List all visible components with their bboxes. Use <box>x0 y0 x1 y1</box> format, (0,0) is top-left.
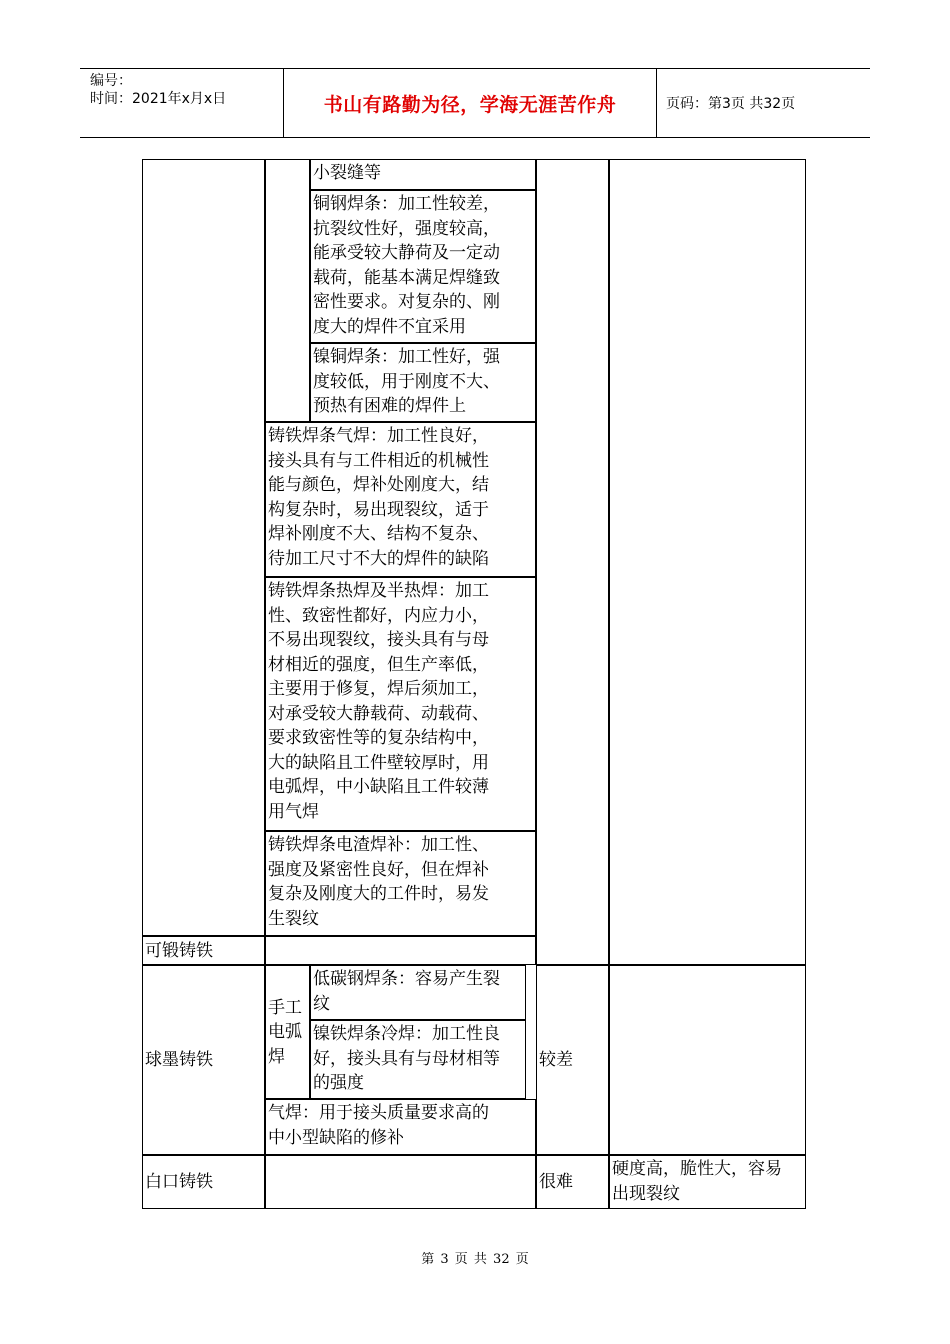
cell-text-line: 强度及紧密性良好，但在焊补 <box>268 859 489 880</box>
manual-arc-weld-cell <box>265 965 310 1099</box>
cell-text-line: 度较低，用于刚度不大、 <box>313 371 500 392</box>
cell-text-line: 待加工尺寸不大的焊件的缺陷 <box>268 548 489 569</box>
cell-text-line: 硬度高，脆性大，容易 <box>612 1159 782 1179</box>
cell-text-line: 密性要求。对复杂的、刚 <box>313 292 500 312</box>
cell-text-line: 铜钢焊条：加工性较差， <box>313 194 500 214</box>
number-label: 编号： <box>90 73 132 89</box>
nickel-iron-electrode-cell <box>310 1020 526 1099</box>
material-cell-continued <box>142 159 265 936</box>
page-info: 页码：第3页 共32页 <box>666 96 796 112</box>
low-carbon-electrode-cell <box>310 965 526 1020</box>
cell-text-line: 要求致密性等的复杂结构中， <box>268 728 489 748</box>
white-iron-cell <box>142 1155 265 1209</box>
white-iron-label: 白口铸铁 <box>145 1172 213 1193</box>
cell-text-line: 出现裂纹 <box>612 1183 680 1204</box>
remark-cell-continued <box>609 159 806 965</box>
cell-text-line: 铸铁焊条热焊及半热焊：加工 <box>268 581 489 601</box>
cell-text-line: 电弧 <box>268 1022 302 1043</box>
ductile-remark-cell <box>609 965 806 1155</box>
cell-text-line: 生裂纹 <box>268 908 319 929</box>
document-header <box>80 68 870 138</box>
copper-steel-electrode-cell <box>310 190 536 343</box>
nickel-copper-electrode-cell <box>310 343 536 422</box>
date-line: 时间：2021年x月x日 <box>90 91 227 107</box>
cell-text-line: 的强度 <box>313 1073 364 1093</box>
motto: 书山有路勤为径，学海无涯苦作舟 <box>323 93 617 116</box>
rating-cell-continued <box>536 159 609 965</box>
cell-text-line: 好，接头具有与母材相等 <box>313 1048 500 1069</box>
malleable-method-cell <box>265 936 536 965</box>
header-page-cell <box>656 69 870 137</box>
cell-text-line: 不易出现裂纹，接头具有与母 <box>268 630 489 650</box>
cell-text-line: 用气焊 <box>268 801 319 822</box>
cell-text-line: 复杂及刚度大的工件时，易发 <box>268 884 489 904</box>
cell-text-line: 预热有困难的焊件上 <box>313 396 466 416</box>
cast-iron-electroslag-cell <box>265 831 536 936</box>
cell-text-line: 镍铁焊条冷焊：加工性良 <box>313 1024 500 1044</box>
cell-text-line: 构复杂时，易出现裂纹，适于 <box>268 499 489 520</box>
white-remark-cell <box>609 1155 806 1209</box>
cell-text-line: 纹 <box>313 993 330 1014</box>
cell-text-line: 低碳钢焊条：容易产生裂 <box>313 969 500 989</box>
cell-text-line: 气焊：用于接头质量要求高的 <box>268 1103 489 1123</box>
cell-text-line: 度大的焊件不宜采用 <box>313 316 466 337</box>
method-cell-continued <box>265 159 310 422</box>
header-motto-cell <box>283 69 657 137</box>
white-rating: 很难 <box>539 1172 573 1193</box>
ductile-iron-label: 球墨铸铁 <box>145 1050 213 1071</box>
crack-note-cell <box>310 159 536 190</box>
cell-text-line: 中小型缺陷的修补 <box>268 1127 404 1148</box>
cell-text-line: 能与颜色，焊补处刚度大，结 <box>268 475 489 495</box>
ductile-iron-cell <box>142 965 265 1155</box>
cell-text-line: 电弧焊，中小缺陷且工件较薄 <box>268 777 489 797</box>
page-footer: 第 3 页 共 32 页 <box>421 1252 529 1267</box>
ductile-rating: 较差 <box>539 1050 573 1071</box>
malleable-iron-cell <box>142 936 265 965</box>
malleable-iron-label: 可锻铸铁 <box>145 940 213 961</box>
cast-iron-gas-weld-cell <box>265 422 536 577</box>
white-method-cell <box>265 1155 536 1209</box>
cell-text-line: 铸铁焊条气焊：加工性良好， <box>268 426 489 446</box>
cell-text-line: 小裂缝等 <box>313 163 381 183</box>
white-rating-cell <box>536 1155 609 1209</box>
ductile-gas-weld-cell <box>265 1099 536 1155</box>
cell-text-line: 焊 <box>268 1046 285 1067</box>
cell-text-line: 性、致密性都好，内应力小， <box>268 605 489 626</box>
cell-text-line: 手工 <box>268 997 302 1018</box>
cell-text-line: 主要用于修复，焊后须加工， <box>268 679 489 699</box>
cell-text-line: 大的缺陷且工件壁较厚时，用 <box>268 752 489 773</box>
cell-text-line: 抗裂纹性好，强度较高， <box>313 218 500 239</box>
cell-text-line: 接头具有与工件相近的机械性 <box>268 450 489 471</box>
cell-text-line: 镍铜焊条：加工性好，强 <box>313 347 500 367</box>
cell-text-line: 载荷，能基本满足焊缝致 <box>313 267 500 288</box>
cast-iron-hot-weld-cell <box>265 577 536 831</box>
cell-text-line: 对承受较大静载荷、动载荷、 <box>268 703 489 724</box>
cell-text-line: 铸铁焊条电渣焊补：加工性、 <box>268 835 489 855</box>
ductile-rating-cell <box>536 965 609 1155</box>
cell-text-line: 焊补刚度不大、结构不复杂、 <box>268 524 489 544</box>
cell-text-line: 材相近的强度，但生产率低， <box>268 654 489 675</box>
header-meta <box>80 69 283 137</box>
cell-text-line: 能承受较大静荷及一定动 <box>313 243 500 263</box>
